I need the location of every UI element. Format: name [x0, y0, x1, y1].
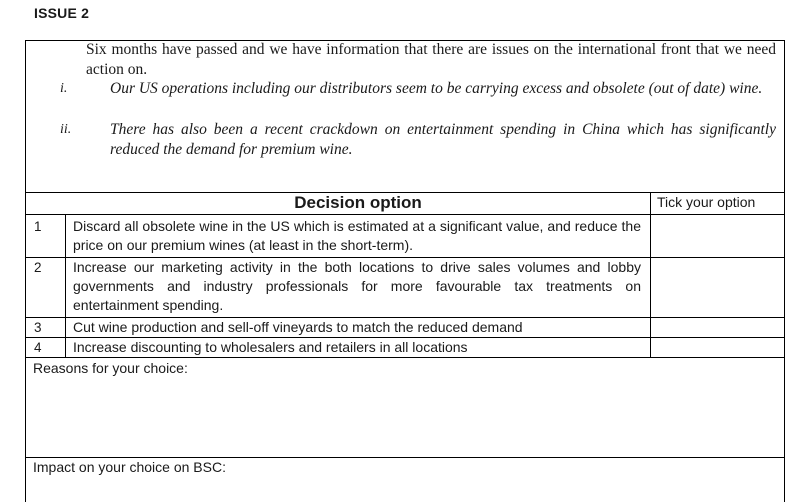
tick-cell-option-4[interactable]	[651, 338, 784, 357]
table-line	[784, 192, 785, 502]
scenario-point-1: Our US operations including our distributors seem to be carrying excess and obsolete (out of date) wine.	[110, 80, 763, 97]
option-text-2: Increase our marketing activity in the both locations to drive sales volumes and lobby governments and industry professionals for more favourable tax treatments on entertainment spending.	[73, 259, 641, 313]
reasons-label: Reasons for your choice:	[33, 360, 188, 376]
table-line	[25, 457, 785, 458]
option-number-3: 3	[34, 320, 42, 335]
tick-cell-option-3[interactable]	[651, 318, 784, 337]
tick-option-header: Tick your option	[657, 194, 756, 210]
issue-title: ISSUE 2	[34, 5, 90, 21]
option-number-2: 2	[34, 260, 42, 275]
option-text-3: Cut wine production and sell-off vineyards to match the reduced demand	[73, 319, 523, 335]
impact-label: Impact on your choice on BSC:	[33, 459, 226, 475]
table-line	[25, 357, 785, 358]
option-text-4: Increase discounting to wholesalers and retailers in all locations	[73, 339, 468, 355]
option-number-1: 1	[34, 219, 42, 234]
tick-cell-option-1[interactable]	[651, 215, 784, 257]
point-numeral-ii: ii.	[60, 122, 72, 137]
table-line	[65, 214, 66, 357]
decision-option-header: Decision option	[294, 193, 422, 212]
tick-cell-option-2[interactable]	[651, 258, 784, 317]
scenario-intro: Six months have passed and we have information that there are issues on the international front that we need action on.	[86, 41, 776, 78]
reasons-answer-area[interactable]	[26, 378, 784, 456]
option-number-4: 4	[34, 340, 42, 355]
scenario-point-2: There has also been a recent crackdown on entertainment spending in China which has significantly reduced the demand for premium wine.	[110, 121, 776, 158]
option-text-1: Discard all obsolete wine in the US which is estimated at a significant value, and reduce the price on our premium wines (at least in the short-term).	[73, 218, 641, 253]
impact-answer-area[interactable]	[26, 477, 784, 502]
point-numeral-i: i.	[60, 81, 68, 96]
